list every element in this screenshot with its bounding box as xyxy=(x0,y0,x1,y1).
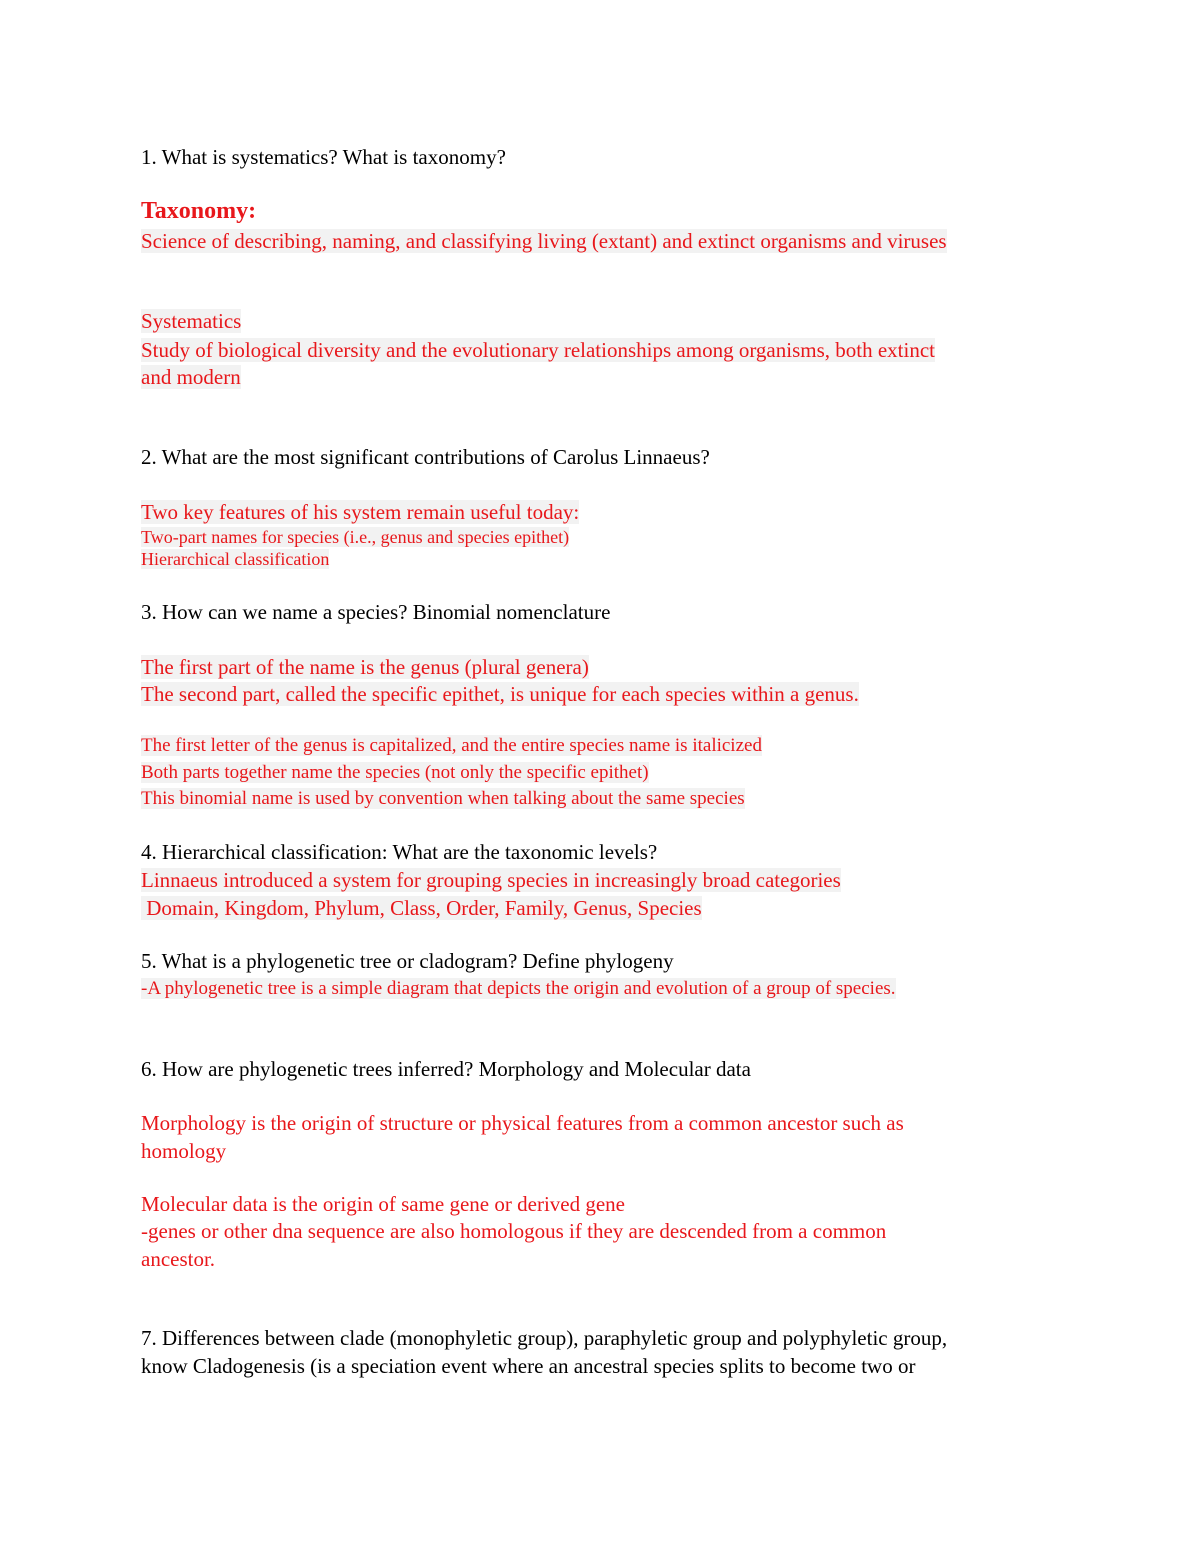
phylogenetic-tree-definition-text: -A phylogenetic tree is a simple diagram that depicts the origin and evolution of a group of species. xyxy=(141,978,896,999)
question-1: 1. What is systematics? What is taxonomy? xyxy=(141,145,506,169)
linnaeus-item-1 xyxy=(141,526,569,548)
taxonomy-definition-text: Science of describing, naming, and classifying living (extant) and extinct organisms and viruses xyxy=(141,229,947,253)
question-3: 3. How can we name a species? Binomial nomenclature xyxy=(141,600,611,624)
systematics-definition-line-1 xyxy=(141,337,935,364)
systematics-definition-text-1: Study of biological diversity and the evolutionary relationships among organisms, both extinct xyxy=(141,338,935,362)
binomial-line-2-text: The second part, called the specific epithet, is unique for each species within a genus. xyxy=(141,682,859,706)
binomial-line-3 xyxy=(141,734,762,758)
question-6: 6. How are phylogenetic trees inferred? Morphology and Molecular data xyxy=(141,1057,751,1081)
linnaeus-item-2 xyxy=(141,548,329,570)
binomial-line-4-text: Both parts together name the species (not only the specific epithet) xyxy=(141,762,649,783)
systematics-heading xyxy=(141,308,241,335)
question-7-line-1: 7. Differences between clade (monophyletic group), paraphyletic group and polyphyletic group, xyxy=(141,1326,948,1350)
binomial-line-5-text: This binomial name is used by convention when talking about the same species xyxy=(141,788,745,809)
systematics-definition-text-2: and modern xyxy=(141,365,241,389)
binomial-line-1-text: The first part of the name is the genus (plural genera) xyxy=(141,655,589,679)
taxonomic-levels-line-2-text: Domain, Kingdom, Phylum, Class, Order, Family, Genus, Species xyxy=(141,896,702,920)
linnaeus-intro xyxy=(141,499,579,526)
taxonomic-levels-line-1-text: Linnaeus introduced a system for grouping species in increasingly broad categories xyxy=(141,868,841,892)
question-2: 2. What are the most significant contributions of Carolus Linnaeus? xyxy=(141,445,710,469)
phylogenetic-tree-definition xyxy=(141,977,896,1001)
binomial-line-2 xyxy=(141,681,859,708)
binomial-line-1 xyxy=(141,654,589,681)
question-7-line-2: know Cladogenesis (is a speciation event where an ancestral species splits to become two or xyxy=(141,1354,916,1378)
taxonomy-heading: Taxonomy: xyxy=(141,198,257,224)
binomial-line-4 xyxy=(141,761,649,785)
question-4: 4. Hierarchical classification: What are the taxonomic levels? xyxy=(141,840,658,864)
question-5: 5. What is a phylogenetic tree or cladogram? Define phylogeny xyxy=(141,949,674,973)
morphology-line-2: homology xyxy=(141,1139,227,1163)
morphology-line-1: Morphology is the origin of structure or physical features from a common ancestor such as xyxy=(141,1111,904,1135)
binomial-line-3-text: The first letter of the genus is capitalized, and the entire species name is italicized xyxy=(141,735,762,756)
molecular-line-2: -genes or other dna sequence are also homologous if they are descended from a common xyxy=(141,1219,887,1243)
linnaeus-item-2-text: Hierarchical classification xyxy=(141,549,330,569)
linnaeus-intro-text: Two key features of his system remain useful today: xyxy=(141,500,580,524)
systematics-heading-text: Systematics xyxy=(141,309,242,333)
linnaeus-item-1-text: Two-part names for species (i.e., genus and species epithet) xyxy=(141,527,570,547)
taxonomic-levels-line-1 xyxy=(141,867,841,894)
molecular-line-3: ancestor. xyxy=(141,1247,216,1271)
taxonomic-levels-line-2 xyxy=(141,895,702,922)
binomial-line-5 xyxy=(141,787,745,811)
taxonomy-definition xyxy=(141,228,947,255)
systematics-definition-line-2 xyxy=(141,364,241,391)
molecular-line-1: Molecular data is the origin of same gene or derived gene xyxy=(141,1192,625,1216)
